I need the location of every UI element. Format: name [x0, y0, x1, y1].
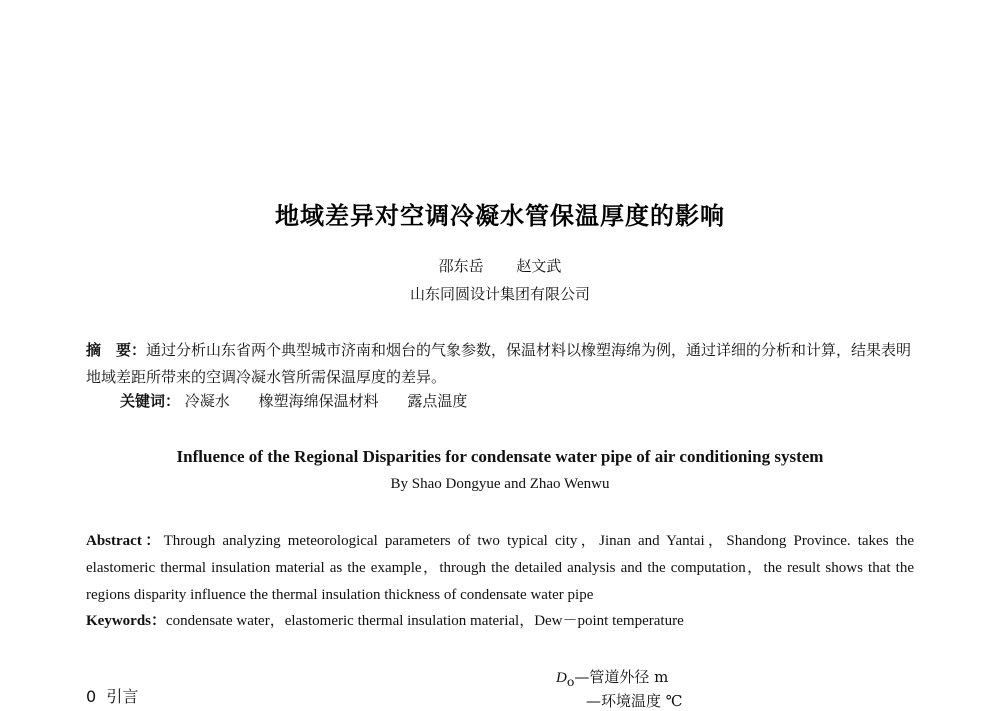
keywords-cn-label: 关键词： [120, 392, 181, 410]
abstract-en-label: Abstract： [86, 533, 164, 549]
abstract-cn [86, 337, 916, 391]
english-authors: By Shao Dongyue and Zhao Wenwu [390, 476, 610, 492]
abstract-cn-label: 摘 要： [86, 341, 147, 359]
symbol-definition-next: —环境温度 ℃ [586, 692, 683, 710]
symbol-def: —管道外径 m [574, 668, 669, 686]
keywords-cn [120, 390, 491, 411]
english-title: Influence of the Regional Disparities for condensate water pipe of air conditioning system [176, 447, 824, 466]
symbol-var: D [556, 670, 567, 686]
keyword-cn: 橡塑海绵保温材料 [258, 392, 379, 410]
symbol-definition [556, 666, 668, 689]
affiliation: 山东同圆设计集团有限公司 [409, 285, 590, 303]
section-number: 0 [86, 687, 97, 706]
symbol-sub: o [566, 674, 575, 689]
keywords-en [86, 609, 684, 630]
keywords-en-text: condensate water，elastomeric thermal insulation material，Dew－point temperature [166, 613, 684, 629]
abstract-cn-text: 通过分析山东省两个典型城市济南和烟台的气象参数，保温材料以橡塑海绵为例，通过详细的分析和计算，结果表明地域差距所带来的空调冷凝水管所需保温厚度的差异。 [86, 341, 912, 386]
author-list-cn [0, 255, 1000, 276]
section-title: 引言 [106, 687, 139, 706]
keywords-en-label: Keywords： [86, 613, 166, 629]
author-name: 邵东岳 [438, 257, 484, 275]
abstract-en [86, 528, 914, 609]
author-name: 赵文武 [516, 257, 562, 275]
paper-title: 地域差异对空调冷凝水管保温厚度的影响 [275, 202, 725, 230]
abstract-en-text: Through analyzing meteorological parameters of two typical city，Jinan and Yantai，Shandong Province. takes the elastomeric thermal insulation material as the example，through the detailed analysis and the computation，the result shows that the regions disparity influence the thermal insulation thickness of condensate water pipe [86, 533, 914, 603]
keyword-cn: 露点温度 [407, 392, 468, 410]
keyword-cn: 冷凝水 [184, 392, 230, 410]
section-heading [86, 684, 138, 707]
